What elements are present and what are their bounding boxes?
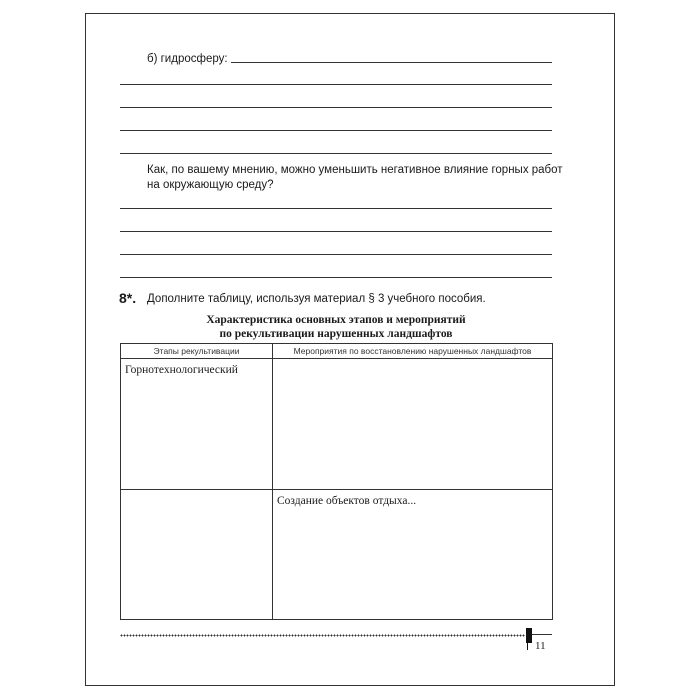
answer-line	[120, 153, 552, 154]
table-cell[interactable]	[121, 490, 273, 620]
answer-line	[120, 208, 552, 209]
answer-line	[120, 84, 552, 85]
answer-line	[120, 231, 552, 232]
measure-text	[273, 359, 552, 363]
task-instruction: Дополните таблицу, используя материал § 3 учебного пособия.	[147, 293, 486, 305]
question-line-2: на окружающую среду?	[147, 179, 274, 191]
question-line-1: Как, по вашему мнению, можно уменьшить негативное влияние горных работ	[147, 164, 563, 176]
column-header-stages: Этапы рекультивации	[121, 344, 273, 359]
footer-rule	[532, 634, 552, 635]
footer-divider	[527, 628, 528, 650]
table-row	[121, 490, 553, 620]
table-cell[interactable]	[273, 490, 553, 620]
task-number: 8*.	[119, 290, 137, 306]
hydrosphere-label: б) гидросферу:	[147, 53, 228, 65]
table-row	[121, 359, 553, 490]
table-cell[interactable]	[273, 359, 553, 490]
answer-line	[231, 62, 552, 63]
table-caption-line-2: по рекультивации нарушенных ландшафтов	[219, 328, 453, 340]
stage-name	[121, 490, 272, 494]
answer-line	[120, 254, 552, 255]
reclamation-table	[120, 343, 553, 620]
answer-line	[120, 130, 552, 131]
column-header-measures: Мероприятия по восстановлению нарушенных ландшафтов	[273, 344, 553, 359]
table-header-row	[121, 344, 553, 359]
page-number: 11	[535, 640, 546, 652]
table-caption-line-1: Характеристика основных этапов и мероприятий	[206, 314, 466, 326]
measure-text: Создание объектов отдыха...	[277, 495, 417, 507]
stage-name: Горнотехнологический	[125, 364, 238, 376]
answer-line	[120, 107, 552, 108]
table-cell[interactable]	[121, 359, 273, 490]
answer-line	[120, 277, 552, 278]
footer-dotted-rule	[120, 634, 525, 637]
